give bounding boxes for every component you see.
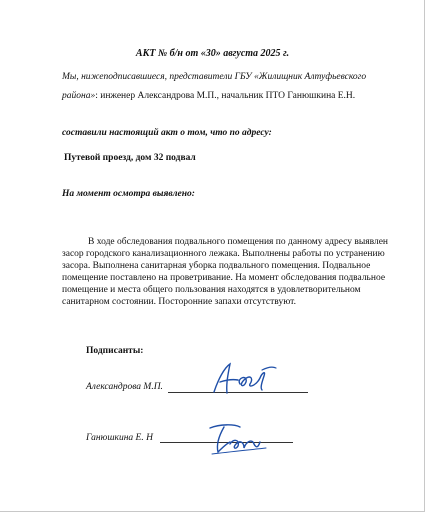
- findings-body: В ходе обследования подвального помещения по данному адресу выявлен засор городского канализационного лежака. Выполнены работы по устранению засора. Выполнена санитарная уборка подвального помещения. Подвальное помещение поставлено на проветривание. На момент обследования подвальное помещение и места общего пользования находятся в удовлетворительном санитарном состоянии. Посторонние запахи отсутствуют.: [62, 237, 389, 307]
- intro-line-1: Мы, нижеподписавшиеся, представители ГБУ «Жилищник Алтуфьевского: [62, 72, 367, 82]
- composed-statement: составили настоящий акт о том, что по адресу:: [62, 128, 272, 138]
- intro-line-2-italic: района»: [62, 91, 96, 101]
- handwritten-signature-1: [200, 360, 280, 398]
- intro-line-2-rest: : инженер Александрова М.П., начальник ПТО Ганюшкина Е.Н.: [95, 91, 356, 101]
- signer-name-2: Ганюшкина Е. Н: [86, 433, 153, 443]
- act-title: АКТ № б/н от «30» августа 2025 г.: [135, 48, 290, 59]
- signer-name-1: Александрова М.П.: [86, 382, 163, 392]
- findings-heading: На момент осмотра выявлено:: [62, 189, 195, 199]
- handwritten-signature-2: [204, 418, 274, 458]
- intro-line-2: [62, 90, 355, 102]
- address-value: Путевой проезд, дом 32 подвал: [64, 153, 196, 163]
- signers-heading: Подписанты:: [86, 346, 144, 356]
